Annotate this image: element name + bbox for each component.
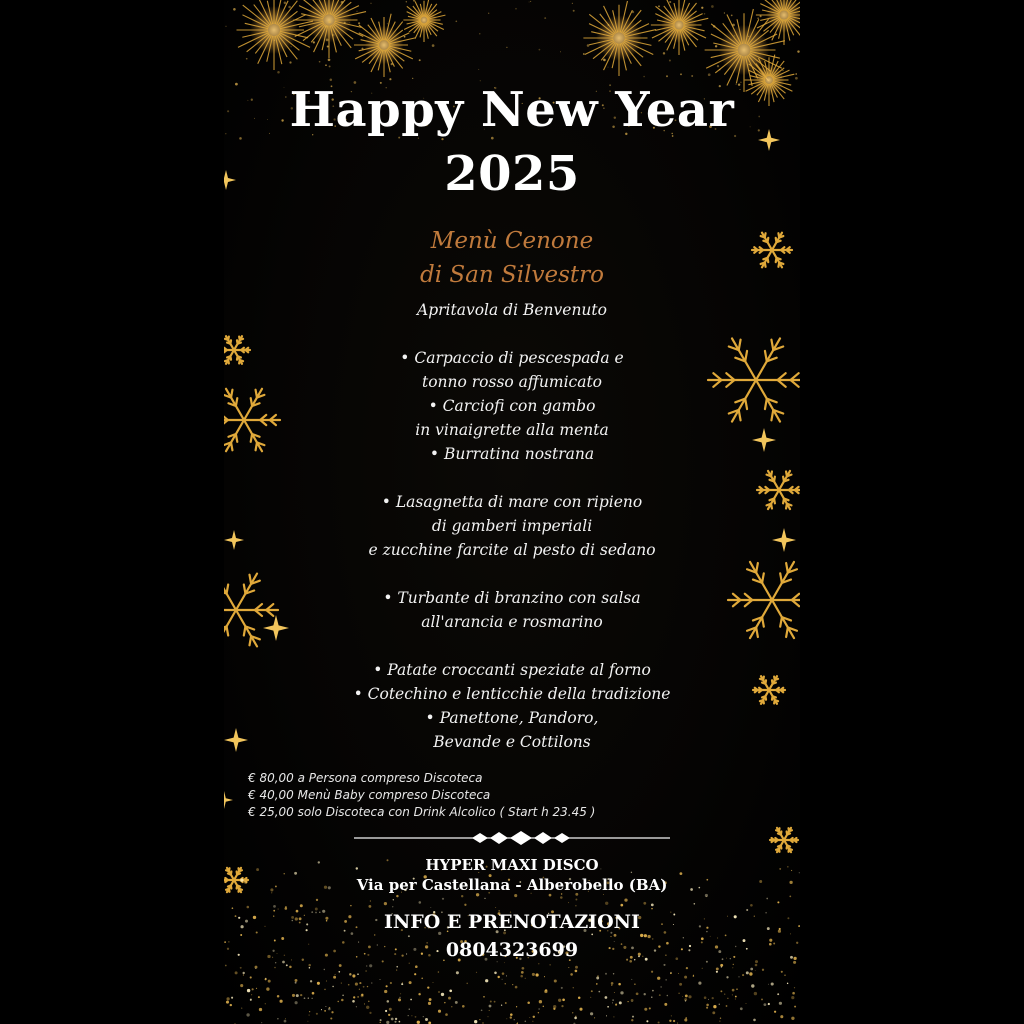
menu-subtitle	[224, 224, 800, 292]
price-line: € 40,00 Menù Baby compreso Discoteca	[248, 788, 491, 802]
title-line-1: Happy New Year	[289, 82, 735, 138]
menu-line: tonno rosso affumicato	[421, 373, 603, 391]
price-line: € 25,00 solo Discoteca con Drink Alcolico ( Start h 23.45 )	[248, 805, 596, 819]
booking-phone: 0804323699	[445, 939, 579, 961]
ornamental-divider	[354, 829, 670, 847]
venue-block	[224, 855, 800, 895]
booking-info	[224, 908, 800, 964]
venue-name: HYPER MAXI DISCO	[425, 856, 599, 874]
subtitle-line-1: Menù Cenone	[430, 228, 594, 254]
menu-line: • Turbante di branzino con salsa	[383, 589, 641, 607]
menu-line: in vinaigrette alla menta	[415, 421, 609, 439]
menu-line: • Patate croccanti speziate al forno	[373, 661, 651, 679]
menu-list	[224, 298, 800, 754]
menu-line: • Panettone, Pandoro,	[425, 709, 599, 727]
menu-line: • Burratina nostrana	[429, 445, 595, 463]
menu-line: di gamberi imperiali	[431, 517, 593, 535]
menu-line: • Lasagnetta di mare con ripieno	[381, 493, 643, 511]
venue-address: Via per Castellana - Alberobello (BA)	[356, 876, 668, 894]
poster-title	[224, 78, 800, 206]
menu-line: Apritavola di Benvenuto	[417, 301, 607, 319]
booking-label: INFO E PRENOTAZIONI	[384, 911, 640, 933]
firework-icon	[583, 1, 656, 76]
menu-spacer	[224, 322, 800, 346]
firework-icon	[651, 0, 708, 55]
menu-line: Bevande e Cottilons	[433, 733, 591, 751]
menu-line: • Cotechino e lenticchie della tradizione	[353, 685, 671, 703]
sparkle-star-icon	[224, 791, 233, 809]
menu-spacer	[224, 562, 800, 586]
menu-spacer	[224, 634, 800, 658]
title-year: 2025	[444, 146, 580, 202]
firework-icon	[293, 0, 366, 58]
menu-line: • Carciofi con gambo	[428, 397, 596, 415]
price-list	[248, 770, 595, 821]
new-year-menu-poster	[224, 0, 800, 1024]
price-line: € 80,00 a Persona compreso Discoteca	[248, 771, 483, 785]
menu-line: all'arancia e rosmarino	[421, 613, 603, 631]
snowflake-icon	[770, 828, 798, 852]
firework-icon	[237, 0, 313, 70]
firework-icon	[403, 0, 445, 42]
menu-line: e zucchine farcite al pesto di sedano	[368, 541, 656, 559]
menu-spacer	[224, 466, 800, 490]
menu-line: • Carpaccio di pescespada e	[400, 349, 624, 367]
subtitle-line-2: di San Silvestro	[420, 262, 604, 288]
firework-icon	[354, 14, 415, 77]
